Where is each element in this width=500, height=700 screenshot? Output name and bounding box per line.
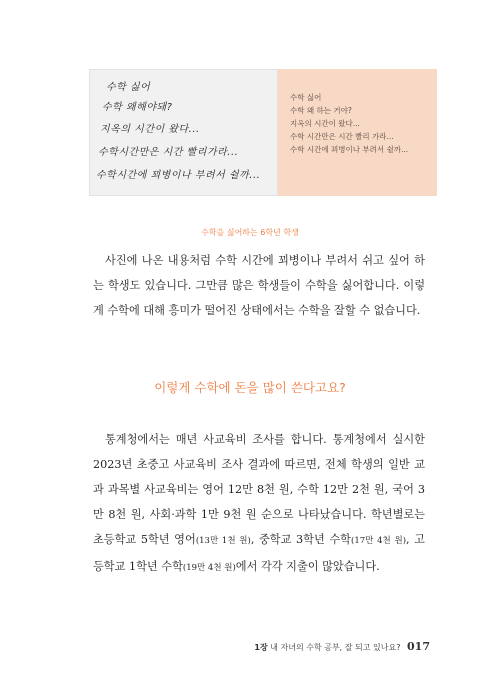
amount-note: (13만 1천 원) (195, 536, 251, 546)
handwriting-line: 수학 왜해야돼? (102, 102, 173, 113)
handwritten-note-photo (89, 69, 278, 196)
paragraph-text: 통계청에서는 매년 사교육비 조사를 합니다. 통계청에서 실시한 2023년 초중고 사교육비 조사 결과에 따르면, 전체 학생의 일반 교과 과목별 사교육비는 영어 12만 8천 원, 수학 12만 2천 원, 국어 3만 8천 원, 사회·과학 1만 9천 원 순으로 나타났습니다. 학년별로는 초등학교 5학년 영어 (93, 433, 425, 546)
chapter-label: 1장 (254, 643, 268, 652)
amount-note: (19만 4천 원) (182, 563, 236, 573)
note-line: 수학 시간에 꾀병이나 부려서 쉴까... (290, 145, 409, 154)
section-heading: 이렇게 수학에 돈을 많이 쓴다고요? (154, 380, 346, 395)
body-paragraph: 사진에 나온 내용처럼 수학 시간에 꾀병이나 부려서 쉬고 싶어 하는 학생도 있습니다. 그만큼 많은 학생들이 수학을 싫어합니다. 이렇게 수학에 대해 흥미가 떨어진 상태에서는 수학을 잘할 수 없습니다. (93, 254, 425, 317)
handwriting-line: 수학 싫어 (106, 82, 151, 93)
amount-note: (17만 4천 원) (351, 536, 407, 546)
body-paragraph (93, 427, 425, 581)
handwriting-line: 지옥의 시간이 왔다... (100, 124, 200, 135)
note-line: 지옥의 시간이 왔다... (290, 119, 360, 128)
paragraph-text: , 고등학교 1학년 수학 (93, 533, 425, 573)
transcription-note (278, 69, 437, 196)
chapter-title: 내 자녀의 수학 공부, 잘 되고 있나요? (270, 643, 401, 652)
page-number: 017 (407, 640, 430, 653)
handwriting-line: 수학시간에 꾀병이나 부려서 쉴까... (96, 170, 261, 181)
figure (89, 69, 437, 196)
handwriting-line: 수학시간만은 시간 빨리가라... (98, 147, 239, 158)
note-line: 수학 시간만은 시간 빨리 가라... (290, 132, 394, 141)
figure-caption: 수학을 싫어하는 6학년 학생 (201, 228, 299, 237)
page-footer (254, 640, 430, 653)
note-line: 수학 싫어 (290, 93, 322, 102)
note-line: 수학 왜 하는 거야? (290, 106, 352, 115)
paragraph-text: 에서 각각 지출이 많았습니다. (235, 560, 380, 573)
paragraph-text: , 중학교 3학년 수학 (250, 533, 351, 546)
